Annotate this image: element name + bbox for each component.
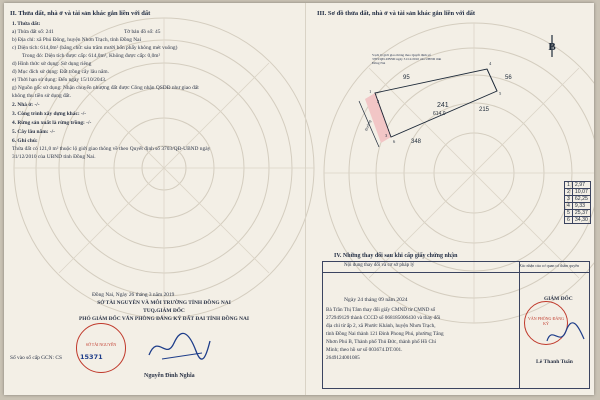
north-arrow-icon <box>544 33 560 59</box>
change-line: 272949129 thành CCCD số 068185006430 và thay đổi <box>326 315 441 321</box>
office-seal-text: VĂN PHÒNG ĐĂNG KÝ <box>528 316 564 326</box>
usage-term: e) Thời hạn sử dụng: Đến ngày 15/10/2043. <box>12 77 107 83</box>
parcel-address: b) Địa chỉ: xã Phú Đông, huyện Nhơn Trạch, tỉnh Đồng Nai <box>12 37 142 43</box>
change-line: tỉnh Đồng Nai thành 121 Đình Phong Phú, phường Tăng <box>326 331 444 337</box>
perennial-trees-section: 5. Cây lâu năm: -/- <box>12 129 55 135</box>
parcel-label: 241 <box>437 102 449 109</box>
edge-length: 10,07 <box>572 189 590 196</box>
issue-date: Đồng Nai, Ngày 26 tháng 3 năm 2019 <box>92 292 175 298</box>
edge-length: 9,33 <box>572 203 590 210</box>
usage-origin: g) Nguồn gốc sử dụng: Nhận chuyển nhượng đất được Công nhận QSDĐ như giao đất <box>12 85 199 91</box>
edge-index: 6 <box>565 217 573 224</box>
parcel-heading: 1. Thửa đất: <box>12 21 41 27</box>
change-line: địa chỉ từ ấp 2, xã Phước Khánh, huyện Nhơn Trạch, <box>326 323 436 329</box>
edge-row <box>565 196 591 203</box>
forest-section: 4. Rừng sản xuất là rừng trồng: -/- <box>12 120 92 126</box>
neighbor-label: 348 <box>411 139 422 145</box>
usage-form: d) Hình thức sử dụng: Sử dụng riêng <box>12 61 92 67</box>
vertex-label: 3 <box>385 133 388 138</box>
right-signature <box>544 321 588 349</box>
page-fold <box>305 3 306 395</box>
vertex-label: 5 <box>499 91 502 96</box>
vertex-label: 1 <box>369 89 372 94</box>
issuing-org: SỞ TÀI NGUYÊN VÀ MÔI TRƯỜNG TỈNH ĐỒNG NAI <box>97 300 231 306</box>
signer-title: PHÓ GIÁM ĐỐC VĂN PHÒNG ĐĂNG KÝ ĐẤT ĐAI TỈNH ĐỒNG NAI <box>79 316 249 322</box>
edge-index: 3 <box>565 196 573 203</box>
changes-table-divider <box>519 262 520 388</box>
left-signature <box>144 329 214 365</box>
edge-length-table <box>564 181 591 224</box>
change-line: Minh; theo hồ sơ số 003674.DT.001. <box>326 347 403 353</box>
edge-length: 62,25 <box>572 196 590 203</box>
vertex-label: 4 <box>489 61 492 66</box>
edge-row <box>565 210 591 217</box>
change-line: 2649124001085 <box>326 355 360 361</box>
section-ii-title: II. Thửa đất, nhà ở và tài sản khác gắn liền với đất <box>10 10 151 17</box>
change-line: Bà Trần Thị Tâm thay đổi giấy CMND từ CMND số <box>326 307 436 313</box>
certificate-page <box>4 3 594 395</box>
edge-length: 2,97 <box>572 182 590 189</box>
house-section: 2. Nhà ở: -/- <box>12 102 40 108</box>
changes-col1-header: Nội dung thay đổi và cơ sở pháp lý <box>344 263 415 268</box>
edge-index: 2 <box>565 189 573 196</box>
edge-row <box>565 203 591 210</box>
notes-heading: 6. Ghi chú: <box>12 138 38 144</box>
neighbor-label: 215 <box>479 107 490 113</box>
change-line: Nhơn Phú B, Thành phố Thủ Đức, thành phố Hồ Chí <box>326 339 436 345</box>
note-line-2: 31/12/2010 của UBND tỉnh Đồng Nai. <box>12 154 96 160</box>
other-works-section: 3. Công trình xây dựng khác: -/- <box>12 111 87 117</box>
registry-label: Số vào sổ cấp GCN: CS <box>10 355 62 361</box>
edge-row <box>565 217 591 224</box>
vertex-label: 2 <box>377 99 380 104</box>
official-seal <box>76 323 126 373</box>
edge-length: 25,37 <box>572 210 590 217</box>
north-label: B <box>548 41 556 53</box>
vertex-label: 6 <box>393 139 396 144</box>
usage-purpose: đ) Mục đích sử dụng: Đất trồng cây lâu năm. <box>12 69 109 75</box>
neighbor-label: 56 <box>505 75 512 81</box>
setback-note: Vạch lộ giới giao thông theo Quyết định số 3703/QĐ-UBND ngày 31/12/2010 của UBND tỉnh Đồng Nai <box>372 53 442 65</box>
change-sign-title: GIÁM ĐỐC <box>544 296 573 302</box>
changes-col2-header: Xác nhận của cơ quan có thẩm quyền <box>519 263 579 268</box>
parcel-number: a) Thửa đất số: 241 <box>12 29 54 35</box>
parcel-area-label: 614,0 <box>433 111 446 117</box>
map-sheet-number: Tờ bản đồ số: 45 <box>124 29 161 35</box>
edge-index: 5 <box>565 210 573 217</box>
section-iii-title: III. Sơ đồ thửa đất, nhà ở và tài sản khác gắn liền với đất <box>317 10 476 17</box>
registry-number: 15371 <box>80 353 103 361</box>
change-date: Ngày 24 tháng 09 năm 2024 <box>344 297 408 303</box>
edge-index: 1 <box>565 182 573 189</box>
edge-length: 34,30 <box>572 217 590 224</box>
edge-row <box>565 182 591 189</box>
seal-text: SỞ TÀI NGUYÊN <box>85 342 117 347</box>
parcel-area: c) Diện tích: 614,0m² (bằng chữ: sáu trăm mười bốn phẩy không mét vuông) <box>12 45 178 51</box>
parcel-area-detail: Trong đó: Diện tích được cấp: 614,0m², Không được cấp: 0,0m² <box>22 53 161 59</box>
neighbor-label: 95 <box>403 75 410 81</box>
left-signer-name: Nguyễn Đình Nghĩa <box>144 373 195 379</box>
usage-origin-cont: không thu tiền sử dụng đất. <box>12 93 71 99</box>
edge-row <box>565 189 591 196</box>
authorization: TUQ.GIÁM ĐỐC <box>143 308 185 314</box>
svg-text:Đường: Đường <box>364 119 373 132</box>
right-signer-name: Lê Thanh Tuấn <box>536 359 573 365</box>
edge-index: 4 <box>565 203 573 210</box>
section-iv-title: IV. Những thay đổi sau khi cấp giấy chứng nhận <box>334 253 458 259</box>
note-line-1: Thửa đất có 121,0 m² thuộc lộ giới giao thông về theo Quyết định số 3703/QĐ-UBND ngày <box>12 146 211 152</box>
